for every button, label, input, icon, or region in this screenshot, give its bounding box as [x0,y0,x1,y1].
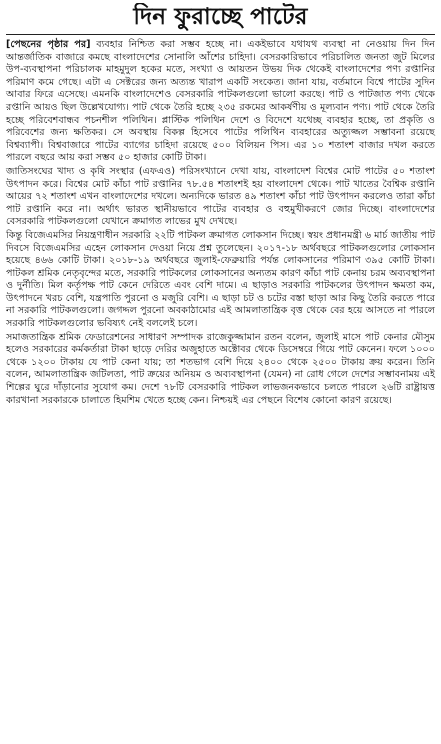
headline-rule [6,34,435,35]
paragraph-3: কিন্তু বিজেএমসির নিয়ন্ত্রণাধীন সরকারি ২২টি পাটকল ক্রমাগত লোকসান দিচ্ছে। স্বয়ং প্রধানমন্ত্রী ৬ মার্চ জাতীয় পাট দিবসে বিজেএমসির এহেন লোকসান দেওয়া নিয়ে প্রশ্ন তুলেছেন। ২০১৭-১৮ অর্থবছরে পাটকলগুলোর লোকসান হয়েছে ৪৬৬ কোটি টাকা। ২০১৮-১৯ অর্থবছরে জুলাই-ফেব্রুয়ারি পর্যন্ত লোকসানের পরিমাণ ৩৯৫ কোটি টাকা। পাটকল শ্রমিক নেতৃবৃন্দের মতে, সরকারি পাটকলের লোকসানের অন্যতম কারণ কাঁচা পাট কেনায় চরম অব্যবস্থাপনা ও দুর্নীতি। মিল কর্তৃপক্ষ পাট কেনে দেরিতে এবং বেশি দামে। এ ছাড়াও সরকারি পাটকলের উৎপাদন ক্ষমতা কম, উৎপাদনে খরচ বেশি, যন্ত্রপাতি পুরনো ও মজুরি বেশি। এ ছাড়া চট ও চটের বস্তা ছাড়া আর কিছু তৈরি করতে পারে না সরকারি পাটকলগুলো। জগদ্দল পুরনো অবকাঠামোর এই আমলাতান্ত্রিক বৃত্ত থেকে বের হয়ে আসতে না পারলে সরকারি পাটকলগুলোর ভবিষ্যৎ নেই বললেই চলে। [6,229,436,330]
article-body [4,39,437,407]
paragraph-1 [6,39,435,165]
headline: দিন ফুরাচ্ছে পাটের [133,4,308,30]
paragraph-4: সমাজতান্ত্রিক শ্রমিক ফেডারেশনের সাধারণ সম্পাদক রাজেকুজ্জামান রতন বলেন, জুলাই মাসে পাট কেনার মৌসুম হলেও সরকারের কর্মকর্তারা টাকা ছাড়ে দেরির অজুহাতে অক্টোবর থেকে ডিসেম্বরে গিয়ে পাট কেনেন। ফলে ১০০০ থেকে ১২০০ টাকায় যে পাট কেনা যায়; তা শতভাগ বেশি দিয়ে ২৪০০ থেকে ২৫০০ টাকায় ক্রয় করেন। তিনি বলেন, আমলাতান্ত্রিক জটিলতা, পাট ক্রয়ের অনিয়ম ও অব্যবস্থাপনা (যেমন) না রোধ গেলে দেশের সম্ভাবনাময় এই শিল্পের ঘুরে দাঁড়ানোর সুযোগ কম। দেশে ৭৮টি বেসরকারি পাটকল লাভজনকভাবে চলতে পারলে ২৬টি রাষ্ট্রায়ত্ত কারখানা সরকারকে চালাতে হিমশিম খেতে হচ্ছে কেন। নিশ্চয়ই এর পেছনে বিশেষ কোনো কারণ রয়েছে। [6,331,435,406]
news-clipping [4,3,437,741]
continued-from-label: [পেছনের পৃষ্ঠার পর] [6,39,91,50]
paragraph-1-text: ব্যবহার নিশ্চিত করা সম্ভব হচ্ছে না। একইভাবে যথাযথ ব্যবস্থা না নেওয়ায় দিন দিন আন্তর্জাতিক বাজারে কমছে বাংলাদেশের সোনালি আঁশের চাহিদা। বেসরকারিভাবে পরিচালিত জনতা জুট মিলের উপ-ব্যবস্থাপনা পরিচালক মাহমুদুল হকের মতে, সংখ্যা ও আয়তন উভয় দিক থেকেই বাংলাদেশের পণ্য রপ্তানির পরিমাণ কমে গেছে। এটা এ সেক্টরের জন্য অত্যন্ত খারাপ একটি সংকেত। জানা যায়, বর্তমানে বিশ্বে পাটের সুদিন আবার ফিরে এসেছে। এমনকি বাংলাদেশেও বেসরকারি পাটকলগুলো ভালো করছে। পাট ও পাটজাত পণ্য থেকে রপ্তানি আয়ও ছিল উল্লেখযোগ্য। পাট থেকে তৈরি হচ্ছে ২৩৫ রকমের আকর্ষণীয় ও মূল্যবান পণ্য। পাট থেকে তৈরি হচ্ছে পরিবেশবান্ধব পচনশীল পলিথিন। প্লাস্টিক পলিথিন দেশে ও বিদেশে যথেচ্ছ ব্যবহার হচ্ছে, তা প্রকৃতি ও পরিবেশের জন্য ক্ষতিকর। সে অবস্থায় বিকল্প হিসেবে পাটের পলিথিন ব্যবহারের অত্যুজ্জল সম্ভাবনা রয়েছে বিশ্বব্যাপী। বিশ্ববাজারে পাটের ব্যাগের চাহিদা রয়েছে ৫০০ বিলিয়ন পিস। এর ১০ শতাংশ বাজার দখল করতে পারলে বছরে আয় করা সম্ভব ৫০ হাজার কোটি টাকা। [6,39,435,164]
paragraph-2: জাতিসংঘের খাদ্য ও কৃষি সংস্থার (এফএও) পরিসংখ্যানে দেখা যায়, বাংলাদেশ বিশ্বের মোট পাটের ৫০ শতাংশ উৎপাদন করে। বিশ্বের মোট কাঁচা পাট রপ্তানির ৭৮.৫৪ শতাংশই হয় বাংলাদেশ থেকে। পাট খাতের বৈশ্বিক রপ্তানি আয়ের ৭২ শতাংশ এখন বাংলাদেশের দখলে। অন্যদিকে ভারত ৪৯ শতাংশ কাঁচা পাট উৎপাদন করলেও তারা কাঁচা পাট রপ্তানি করে না। অর্থাৎ ভারত স্থানীয়ভাবে পাটের ব্যবহার ও বহুমুখীকরণে জোর দিচ্ছে। বাংলাদেশের বেসরকারি পাটকলগুলো যেখানে ক্রমাগত লাভের মুখ দেখছে। [6,165,435,228]
